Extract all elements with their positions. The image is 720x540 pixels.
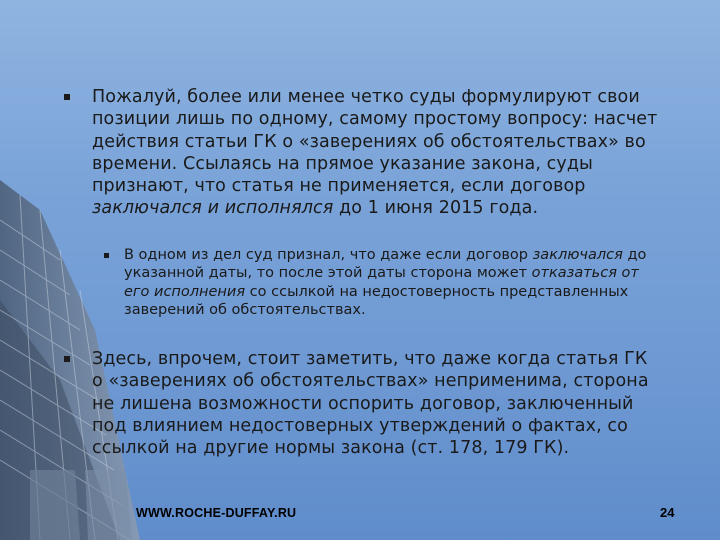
emphasized-text: заключался и исполнялся xyxy=(92,198,334,219)
text-run: со ссылкой на недостоверность представленных заверений об обстоятельствах. xyxy=(124,283,629,318)
sub-bullet-marker xyxy=(104,253,109,258)
text-run: до указанной даты, то после этой даты сторона может xyxy=(124,247,647,282)
text-run: В одном из дел суд признал, что даже если договор xyxy=(124,247,533,263)
bullet-marker xyxy=(64,356,70,362)
emphasized-text: заключался xyxy=(532,247,623,263)
bullet-text xyxy=(92,86,662,220)
text-run: Здесь, впрочем, стоит заметить, что даже когда статья ГК о «заверениях об обстоятельствах» неприменима, сторона не лишена возможности оспорить договор, заключенный под влиянием недостоверных утверждений о фактах, со ссылкой на другие нормы закона (ст. 178, 179 ГК). xyxy=(92,349,649,459)
footer-website: WWW.ROCHE-DUFFAY.RU xyxy=(136,506,297,520)
page-number: 24 xyxy=(660,505,675,520)
emphasized-text: отказаться от его исполнения xyxy=(124,265,639,300)
text-run: до 1 июня 2015 года. xyxy=(333,198,539,219)
bullet-text xyxy=(92,348,662,459)
bullet-marker xyxy=(64,94,70,100)
sub-bullet-text xyxy=(124,246,664,319)
text-run: Пожалуй, более или менее четко суды формулируют свои позиции лишь по одному, самому простому вопросу: насчет действия статьи ГК о «заверениях об обстоятельствах» во времени. Ссылаясь на прямое указание закона, суды признают, что статья не применяется, если договор xyxy=(92,87,658,197)
